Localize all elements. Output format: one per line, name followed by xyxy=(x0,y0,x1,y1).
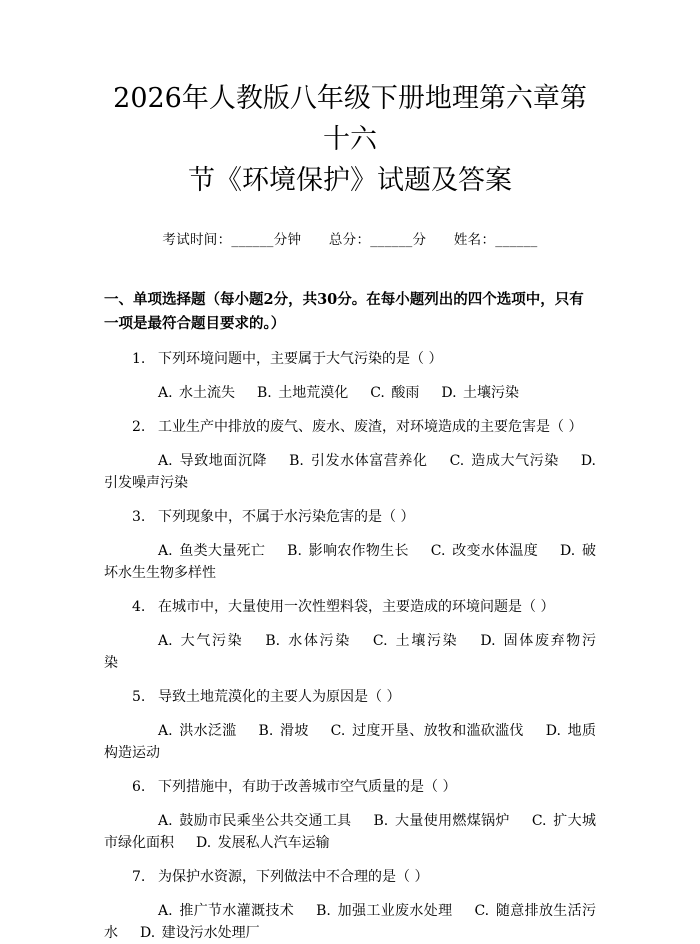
section-heading: 一、单项选择题（每小题2分，共30分。在每小题列出的四个选项中，只有一项是最符合题目要求的。） xyxy=(104,291,584,332)
question-number: 7. xyxy=(132,869,146,885)
option-b: B. 水体污染 xyxy=(265,633,351,649)
option-b: B. 土地荒漠化 xyxy=(257,385,349,401)
option-c: C. 土壤污染 xyxy=(372,633,459,649)
question-stem xyxy=(104,776,596,798)
title-line-2: 节《环境保护》试题及答案 xyxy=(188,165,512,196)
title-line-1: 2026年人教版八年级下册地理第六章第十六 xyxy=(113,83,587,155)
option-d: D. 地质构造运动 xyxy=(104,723,596,761)
question-text: 在城市中，大量使用一次性塑料袋，主要造成的环境问题是（ ） xyxy=(158,599,555,615)
option-a: A. 导致地面沉降 xyxy=(158,453,268,469)
question-number: 2. xyxy=(132,419,146,435)
question-item xyxy=(104,348,596,404)
option-c: C. 造成大气污染 xyxy=(449,453,559,469)
question-stem xyxy=(104,686,596,708)
option-a: A. 大气污染 xyxy=(158,633,244,649)
question-item xyxy=(104,866,596,944)
option-c: C. 过度开垦、放牧和滥砍滥伐 xyxy=(330,723,524,739)
question-number: 3. xyxy=(132,509,146,525)
question-text: 下列环境问题中，主要属于大气污染的是（ ） xyxy=(158,351,443,367)
question-stem xyxy=(104,596,596,618)
question-stem xyxy=(104,866,596,888)
option-b: B. 引发水体富营养化 xyxy=(289,453,428,469)
exam-meta-text: 考试时间：______分钟 总分：______分 姓名：______ xyxy=(162,232,538,248)
option-b: B. 滑坡 xyxy=(258,723,309,739)
question-options xyxy=(104,630,596,674)
option-d: D. 土壤污染 xyxy=(441,385,519,401)
question-text: 导致土地荒漠化的主要人为原因是（ ） xyxy=(158,689,401,705)
question-item xyxy=(104,416,596,494)
question-stem xyxy=(104,416,596,438)
option-a: A. 推广节水灌溉技术 xyxy=(158,903,295,919)
option-d: D. 发展私人汽车运输 xyxy=(196,835,330,851)
question-options xyxy=(104,900,596,944)
option-b: B. 大量使用燃煤锅炉 xyxy=(373,813,510,829)
option-c: C. 酸雨 xyxy=(370,385,420,401)
question-text: 为保护水资源，下列做法中不合理的是（ ） xyxy=(158,869,429,885)
question-options xyxy=(104,720,596,764)
option-b: B. 加强工业废水处理 xyxy=(316,903,453,919)
option-d: D. 固体废弃物污染 xyxy=(104,633,596,671)
exam-meta xyxy=(104,228,596,248)
question-list xyxy=(104,348,596,944)
option-b: B. 影响农作物生长 xyxy=(287,543,409,559)
question-options xyxy=(104,810,596,854)
question-item xyxy=(104,596,596,674)
question-stem xyxy=(104,348,596,370)
question-number: 4. xyxy=(132,599,146,615)
option-c: C. 改变水体温度 xyxy=(430,543,539,559)
question-number: 6. xyxy=(132,779,146,795)
question-options xyxy=(104,540,596,584)
option-a: A. 洪水泛滥 xyxy=(158,723,237,739)
option-a: A. 水土流失 xyxy=(158,385,236,401)
question-text: 下列现象中，不属于水污染危害的是（ ） xyxy=(158,509,415,525)
question-item xyxy=(104,776,596,854)
option-d: D. 破坏水生生物多样性 xyxy=(104,543,596,581)
question-item xyxy=(104,686,596,764)
option-d: D. 引发噪声污染 xyxy=(104,453,596,491)
question-stem xyxy=(104,506,596,528)
question-number: 5. xyxy=(132,689,146,705)
question-text: 工业生产中排放的废气、废水、废渣，对环境造成的主要危害是（ ） xyxy=(158,419,583,435)
question-options xyxy=(104,382,596,404)
question-item xyxy=(104,506,596,584)
question-options xyxy=(104,450,596,494)
document-title xyxy=(104,78,596,201)
question-number: 1. xyxy=(132,351,146,367)
option-d: D. 建设污水处理厂 xyxy=(140,925,260,941)
question-text: 下列措施中，有助于改善城市空气质量的是（ ） xyxy=(158,779,457,795)
option-c: C. 随意排放生活污水 xyxy=(104,903,596,941)
option-a: A. 鱼类大量死亡 xyxy=(158,543,266,559)
option-a: A. 鼓励市民乘坐公共交通工具 xyxy=(158,813,352,829)
option-c: C. 扩大城市绿化面积 xyxy=(104,813,596,851)
